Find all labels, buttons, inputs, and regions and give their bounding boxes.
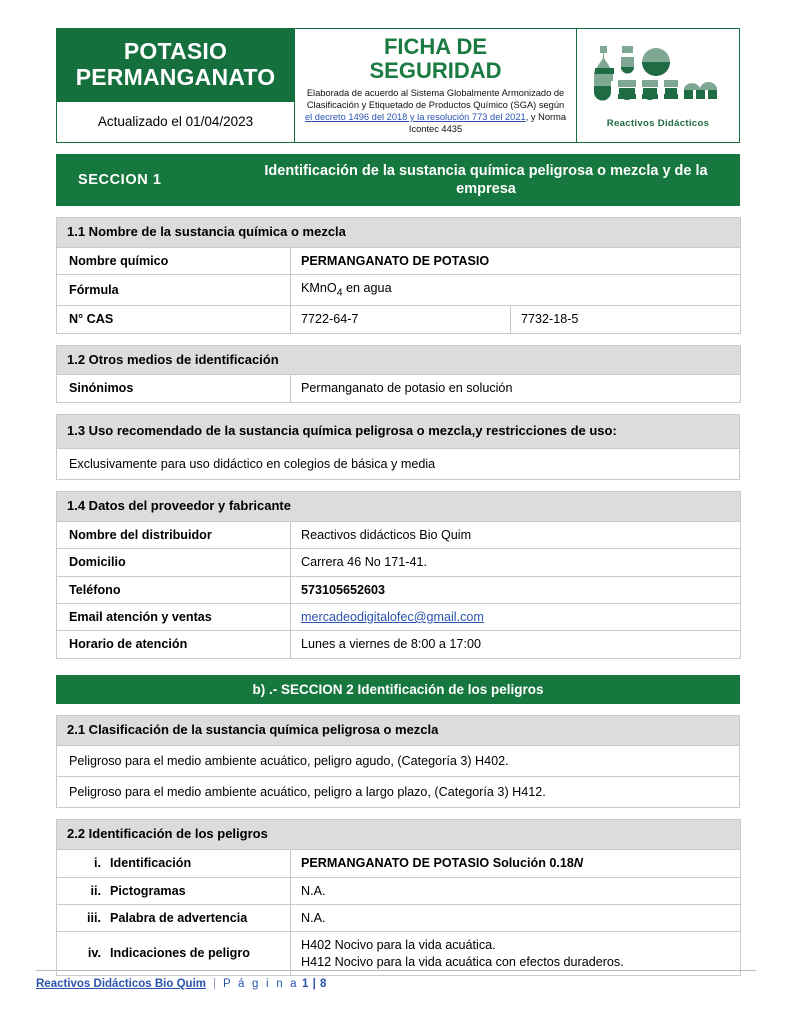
row-value-pictogramas: N.A. — [291, 877, 741, 904]
table-row — [57, 604, 741, 631]
table-1-3 — [56, 414, 740, 480]
subsection-heading-2-1: 2.1 Clasificación de la sustancia química peligrosa o mezcla — [57, 715, 740, 745]
table-1-2 — [56, 345, 741, 403]
table-1-1 — [56, 217, 741, 334]
company-logo-cell — [577, 29, 739, 142]
footer-page-label: P á g i n a — [223, 978, 299, 990]
row-value-domicilio: Carrera 46 No 171-41. — [291, 549, 741, 576]
row-label-cas: N° CAS — [57, 306, 291, 333]
roman-numeral-iv: iv. — [87, 946, 101, 961]
footer-page-number: 1 | 8 — [301, 978, 327, 990]
table-row — [57, 247, 741, 274]
row-value-email — [291, 604, 741, 631]
table-row — [57, 306, 741, 333]
row-label-identificacion — [57, 850, 291, 877]
hazard-classification-line-2: Peligroso para el medio ambiente acuático, peligro a largo plazo, (Categoría 3) H412. — [57, 776, 740, 807]
row-value-cas-1: 7722-64-7 — [291, 306, 511, 333]
row-value-palabra-advertencia: N.A. — [291, 904, 741, 931]
table-2-2 — [56, 819, 741, 976]
row-value-sinonimos: Permanganato de potasio en solución — [291, 375, 741, 402]
roman-numeral-iii: iii. — [87, 910, 101, 925]
table-1-4 — [56, 491, 741, 659]
table-row — [57, 932, 741, 976]
identificacion-text: PERMANGANATO DE POTASIO Solución 0.18 — [301, 856, 574, 871]
section1-title: Identificación de la sustancia química peligrosa o mezcla y de la empresa — [264, 162, 708, 197]
row-value-formula: KMnO$_4$ en agua — [291, 275, 741, 306]
row-label-horario: Horario de atención — [57, 631, 291, 658]
email-link[interactable]: mercadeodigitalofec@gmail.com — [301, 610, 484, 624]
legal-decree-link[interactable]: el decreto 1496 del 2018 y la resolución 773 del 2021 — [304, 112, 526, 123]
sheet-title-cell — [295, 29, 577, 142]
table-row — [57, 345, 741, 375]
table-row — [57, 877, 741, 904]
row-label-text: Indicaciones de peligro — [110, 946, 250, 961]
table-row — [57, 776, 740, 807]
product-title-line2: PERMANGANATO — [75, 63, 276, 90]
row-value-cas-2: 7732-18-5 — [511, 306, 741, 333]
table-row — [57, 275, 741, 306]
sheet-title — [303, 35, 568, 83]
sheet-title-line2: SEGURIDAD — [369, 57, 502, 83]
row-label-telefono: Teléfono — [57, 576, 291, 603]
table-row — [57, 414, 740, 448]
section1-label: SECCION 1 — [78, 171, 162, 188]
logo-caption: Reactivos Didácticos — [606, 117, 710, 129]
row-label-indicaciones-peligro — [57, 932, 291, 976]
updated-date: Actualizado el 01/04/2023 — [57, 102, 294, 142]
legal-note-part2: , y Norma Icontec 4435 — [408, 112, 566, 135]
subsection-heading-1-4: 1.4 Datos del proveedor y fabricante — [57, 492, 741, 522]
sheet-legal-note — [303, 87, 568, 136]
row-label-nombre-quimico: Nombre químico — [57, 247, 291, 274]
table-row — [57, 375, 741, 402]
row-label-distribuidor: Nombre del distribuidor — [57, 521, 291, 548]
row-label-domicilio: Domicilio — [57, 549, 291, 576]
hazard-statement-h412: H412 Nocivo para la vida acuática con efectos duraderos. — [301, 954, 624, 969]
bioquim-logo — [592, 42, 724, 117]
row-label-text: Identificación — [110, 856, 192, 871]
footer-company[interactable]: Reactivos Didácticos Bio Quim — [36, 978, 206, 990]
subsection-heading-1-3: 1.3 Uso recomendado de la sustancia química peligrosa o mezcla,y restricciones de uso: — [57, 414, 740, 448]
sheet-title-line1: FICHA DE — [383, 34, 488, 59]
row-value-horario: Lunes a viernes de 8:00 a 17:00 — [291, 631, 741, 658]
roman-numeral-ii: ii. — [90, 883, 101, 898]
table-row — [57, 745, 740, 776]
row-label-sinonimos: Sinónimos — [57, 375, 291, 402]
row-value-distribuidor: Reactivos didácticos Bio Quim — [291, 521, 741, 548]
subsection-heading-2-2: 2.2 Identificación de los peligros — [57, 820, 741, 850]
table-row — [57, 492, 741, 522]
legal-note-part1: Elaborada de acuerdo al Sistema Globalmente Armonizado de Clasificación y Etiquetado de Productos Químico (SGA) según — [306, 87, 565, 110]
table-row — [57, 448, 740, 479]
subsection-heading-1-1: 1.1 Nombre de la sustancia química o mezcla — [57, 217, 741, 247]
table-2-1 — [56, 715, 740, 809]
row-label-pictogramas — [57, 877, 291, 904]
row-value-telefono: 573105652603 — [291, 576, 741, 603]
hazard-classification-line-1: Peligroso para el medio ambiente acuático, peligro agudo, (Categoría 3) H402. — [57, 745, 740, 776]
hazard-statement-h402: H402 Nocivo para la vida acuática. — [301, 938, 496, 953]
table-row — [57, 850, 741, 877]
row-label-text: Pictogramas — [110, 883, 186, 898]
table-row — [57, 631, 741, 658]
row-label-formula: Fórmula — [57, 275, 291, 306]
bioquim-logo-icon — [592, 42, 724, 112]
table-row — [57, 820, 741, 850]
section2-banner — [56, 675, 740, 704]
row-value-identificacion — [291, 850, 741, 877]
document-header — [56, 28, 740, 143]
row-label-text: Palabra de advertencia — [110, 910, 248, 925]
product-title-line1: POTASIO — [123, 38, 228, 64]
product-title — [57, 29, 294, 102]
footer-separator: | — [213, 978, 216, 990]
page-footer — [36, 970, 756, 990]
table-row — [57, 549, 741, 576]
roman-numeral-i: i. — [94, 856, 101, 871]
row-value-nombre-quimico: PERMANGANATO DE POTASIO — [291, 247, 741, 274]
table-row — [57, 715, 740, 745]
product-title-cell — [57, 29, 295, 142]
row-value-indicaciones-peligro — [291, 932, 741, 976]
table-row — [57, 217, 741, 247]
table-row — [57, 521, 741, 548]
table-row — [57, 576, 741, 603]
section1-banner — [56, 154, 740, 206]
row-label-email: Email atención y ventas — [57, 604, 291, 631]
table-row — [57, 904, 741, 931]
normality-unit: N — [573, 856, 584, 871]
subsection-heading-1-2: 1.2 Otros medios de identificación — [57, 345, 741, 375]
section2-title: b) .- SECCION 2 Identificación de los peligros — [252, 681, 544, 697]
row-label-palabra-advertencia — [57, 904, 291, 931]
subsection-body-1-3: Exclusivamente para uso didáctico en colegios de básica y media — [57, 448, 740, 479]
